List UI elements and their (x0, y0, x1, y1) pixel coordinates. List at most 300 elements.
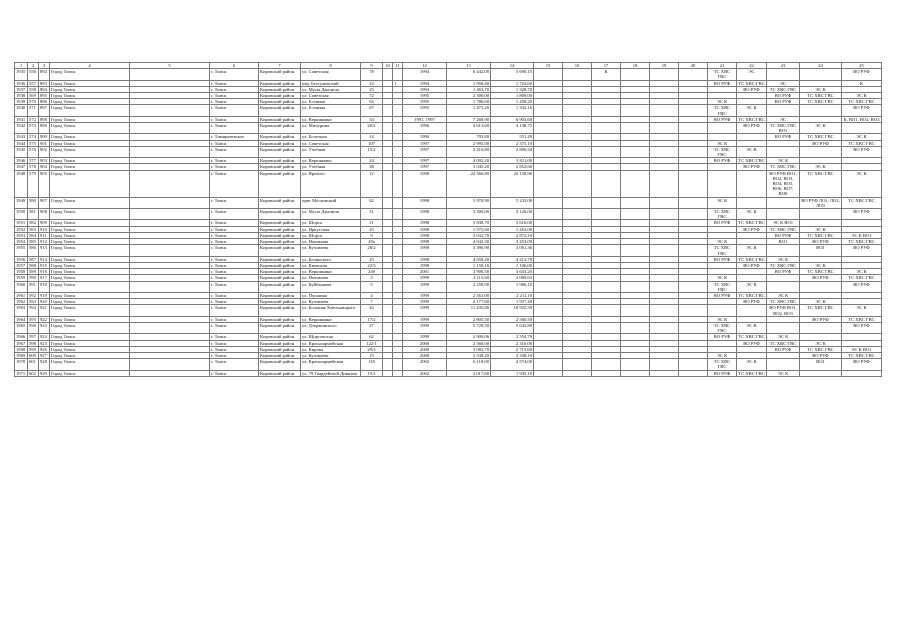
cell-col-6: г. Томск (210, 86, 259, 92)
cell-col-22 (737, 170, 767, 197)
cell-col-1: 1949 (15, 197, 28, 208)
cell-col-25: ТС ХВС ГВС (842, 140, 882, 146)
cell-col-15 (534, 146, 563, 157)
cell-col-12: 1998 (403, 256, 447, 262)
cell-col-25: ЭС К (842, 93, 882, 99)
cell-col-1: 1955 (15, 245, 28, 256)
cell-col-6: г. Томск (210, 262, 259, 268)
cell-col-23: ВО РУФ (767, 134, 800, 140)
cell-col-3: 928 (39, 359, 50, 370)
cell-col-7: Кировский район (259, 239, 301, 245)
cell-col-12: 1994 (403, 86, 447, 92)
cell-col-3: 920 (39, 299, 50, 305)
cell-col-12: 1997 (403, 164, 447, 170)
cell-col-13: 1 575,60 (447, 226, 491, 232)
cell-col-2: 572 (28, 116, 39, 122)
cell-col-8: ул. Киевская (301, 262, 361, 268)
cell-col-1: 1966 (15, 334, 28, 340)
cell-col-24: ТС ХВС ГВС (800, 134, 842, 140)
table-row (15, 281, 882, 292)
cell-col-1: 1942 (15, 123, 28, 134)
cell-col-14: 1 452,00 (491, 226, 534, 232)
table-row (15, 146, 882, 157)
cell-col-9: 11 (361, 220, 383, 226)
table-row (15, 209, 882, 220)
cell-col-11 (393, 146, 403, 157)
column-number-11: 11 (393, 63, 403, 69)
cell-col-8: ул. Советская (301, 140, 361, 146)
cell-col-6: г. Томск (210, 232, 259, 238)
cell-col-22: ВО РУФ (737, 340, 767, 346)
cell-col-1: 1953 (15, 232, 28, 238)
cell-col-21: ТС ХВС ГВС (708, 245, 737, 256)
column-number-17: 17 (592, 63, 621, 69)
cell-col-2: 596 (28, 322, 39, 333)
cell-col-5 (130, 359, 210, 370)
cell-col-10 (383, 370, 393, 376)
cell-col-5 (130, 209, 210, 220)
cell-col-13: 6 442,00 (447, 69, 491, 80)
cell-col-5 (130, 197, 210, 208)
cell-col-24: ЭС К (800, 262, 842, 268)
cell-col-24: ЭС К (800, 164, 842, 170)
cell-col-24: ВО РУФ ЛО1, ЛО2, ЛО3 (801, 197, 840, 208)
cell-col-13: 5 978,90 (447, 197, 491, 208)
cell-col-8: ул. Красноармейская (301, 340, 361, 346)
cell-col-2: 573 (28, 123, 39, 134)
cell-col-25: ЭС К (842, 134, 882, 140)
cell-col-4: Город Томск (50, 346, 130, 352)
cell-col-24 (800, 322, 842, 333)
cell-col-18 (621, 359, 650, 370)
cell-col-5 (130, 322, 210, 333)
cell-col-13: 1 473,20 (447, 105, 491, 116)
cell-col-13: 2 560,00 (447, 340, 491, 346)
cell-col-6: г. Томск (210, 93, 259, 99)
cell-col-1: 1958 (15, 269, 28, 275)
column-number-16: 16 (563, 63, 592, 69)
cell-col-1: 1954 (15, 239, 28, 245)
cell-col-1: 1952 (15, 226, 28, 232)
cell-col-14: 3 643,20 (491, 269, 534, 275)
cell-col-4: Город Томск (50, 262, 130, 268)
cell-col-21: ЭС К (708, 140, 737, 146)
cell-col-25: ВО РУФ (842, 146, 882, 157)
cell-col-25: ТС ХВС ГВС (842, 316, 882, 322)
cell-col-13: 4 042,30 (447, 239, 491, 245)
cell-col-22: ТС ХВС ГВС (738, 80, 765, 86)
cell-col-10 (383, 305, 393, 316)
cell-col-1: 1939 (15, 99, 28, 105)
cell-col-14: 22 138,96 (491, 170, 534, 197)
cell-col-4: Город Томск (50, 316, 130, 322)
cell-col-12: 1999 (403, 275, 447, 281)
cell-col-12: 1999 (403, 305, 447, 316)
cell-col-18 (621, 281, 650, 292)
cell-col-21: ВО РУФ (708, 116, 737, 122)
cell-col-22: ТС ХВС ГВС (738, 116, 765, 122)
cell-col-6: г. Томск (210, 340, 259, 346)
cell-col-11 (393, 322, 403, 333)
cell-col-24: ЭС К (800, 226, 842, 232)
cell-col-7: Кировский район (259, 245, 301, 256)
cell-col-3: 899 (39, 123, 50, 134)
cell-col-14: 2 872,10 (491, 232, 534, 238)
cell-col-4: Город Томск (50, 99, 130, 105)
cell-col-2: 599 (28, 346, 39, 352)
cell-col-5 (130, 105, 210, 116)
cell-col-12: 1995 (403, 99, 447, 105)
cell-col-9: 78 (361, 69, 383, 80)
cell-col-23: ВО РУФ ВО1, ВО2, ВО3, ВО4, ВО5, ВО6, ВО7, ВО8 (767, 170, 800, 197)
cell-col-14: 3 453,00 (491, 239, 534, 245)
cell-col-17 (592, 123, 621, 134)
cell-col-3: 901 (39, 140, 50, 146)
cell-col-21: ТС ХВС ГВС (708, 359, 737, 370)
cell-col-7: Кировский район (259, 93, 301, 99)
cell-col-13: 2 017,60 (447, 370, 491, 376)
cell-col-18 (621, 209, 650, 220)
table-row (15, 322, 882, 333)
cell-col-14: 1 106,00 (491, 262, 534, 268)
cell-col-21: ВО РУФ (708, 158, 737, 164)
cell-col-18 (621, 197, 650, 208)
cell-col-1: 1935 (15, 69, 28, 80)
cell-col-9: 63 (361, 99, 383, 105)
cell-col-5 (130, 370, 210, 376)
cell-col-14: 5 616,00 (491, 220, 534, 226)
cell-col-13: 3 216,80 (447, 146, 491, 157)
cell-col-1: 1968 (15, 346, 28, 352)
cell-col-21: ВО РУФ (708, 80, 737, 86)
cell-col-2: 595 (28, 316, 39, 322)
cell-col-24 (800, 370, 842, 376)
cell-col-1: 1962 (15, 299, 28, 305)
cell-col-12: 2000 (403, 340, 447, 346)
cell-col-13: 2 561,00 (447, 292, 491, 298)
cell-col-3: 905 (39, 170, 50, 197)
cell-col-12: 1997 (403, 140, 447, 146)
cell-col-9: 62 (361, 334, 383, 340)
cell-col-15 (534, 359, 563, 370)
cell-col-12: 1998 (403, 220, 447, 226)
cell-col-6: г. Тимирязевское (210, 134, 259, 140)
cell-col-1: 1961 (15, 292, 28, 298)
cell-col-2: 602 (28, 370, 39, 376)
cell-col-2: 571 (28, 105, 39, 116)
cell-col-4: Город Томск (50, 299, 130, 305)
cell-col-23 (767, 209, 800, 220)
cell-col-11 (393, 170, 403, 197)
cell-col-20 (679, 281, 708, 292)
cell-col-1: 1945 (15, 146, 28, 157)
cell-col-11 (393, 305, 403, 316)
cell-col-8: ул. Кузовлева (301, 299, 361, 305)
column-number-23: 23 (767, 63, 800, 69)
cell-col-4: Город Томск (50, 352, 130, 358)
cell-col-17 (592, 359, 621, 370)
cell-col-3: 894 (39, 86, 50, 92)
cell-col-9: 5 (361, 281, 383, 292)
cell-col-10 (383, 322, 393, 333)
cell-col-21: ЭС К (708, 352, 737, 358)
column-number-20: 20 (679, 63, 708, 69)
cell-col-8: ул. Вершинина (301, 158, 361, 164)
cell-col-14: 10 925,59 (491, 305, 534, 316)
cell-col-12: 1999 (403, 316, 447, 322)
cell-col-7: Кировский район (259, 209, 301, 220)
cell-col-14: 1 328,70 (491, 86, 534, 92)
cell-col-2: 578 (28, 164, 39, 170)
cell-col-21: ВО РУФ (708, 292, 737, 298)
cell-col-7: Кировский район (259, 305, 301, 316)
column-number-5: 5 (130, 63, 210, 69)
cell-col-3: 918 (39, 281, 50, 292)
cell-col-25: ТС ХВС ГВС (842, 239, 882, 245)
cell-col-15 (534, 281, 563, 292)
cell-col-12: 1998 (403, 170, 447, 197)
cell-col-22: ЭС К (737, 281, 767, 292)
cell-col-11 (393, 69, 403, 80)
cell-col-9: 122/1 (361, 340, 383, 346)
cell-col-8: ул. Вершинина (301, 269, 361, 275)
cell-col-21: ТС ХВС ГВС (708, 281, 737, 292)
cell-col-12: 1999 (403, 299, 447, 305)
cell-col-17 (592, 245, 621, 256)
cell-col-8: ул. Есенина (301, 105, 361, 116)
cell-col-3: 910 (39, 226, 50, 232)
cell-col-2: 569 (28, 93, 39, 99)
column-number-8: 8 (301, 63, 361, 69)
cell-col-14: 5 233,00 (491, 197, 534, 208)
cell-col-6: г. Томск (210, 170, 259, 197)
cell-col-23: ЭС К (767, 256, 800, 262)
cell-col-23: ЭС К (767, 158, 800, 164)
cell-col-13: 7 268,90 (447, 116, 491, 122)
table-row (15, 197, 882, 208)
cell-col-14: 5 642,80 (491, 322, 534, 333)
cell-col-3: 915 (39, 262, 50, 268)
cell-col-6: г. Томск (210, 146, 259, 157)
cell-col-19 (650, 146, 679, 157)
cell-col-15 (534, 209, 563, 220)
column-number-10: 10 (383, 63, 393, 69)
cell-col-6: г. Томск (210, 69, 259, 80)
cell-col-13: 5 838,70 (447, 220, 491, 226)
cell-col-4: Город Томск (50, 197, 130, 208)
cell-col-12: 2001 (403, 269, 447, 275)
cell-col-7: Кировский район (259, 220, 301, 226)
cell-col-14: 4 574,00 (491, 359, 534, 370)
cell-col-6: г. Томск (210, 346, 259, 352)
cell-col-21 (708, 170, 737, 197)
cell-col-22: ВО РУФ (737, 86, 767, 92)
cell-col-22: ТС ХВС ГВС (738, 256, 765, 262)
cell-col-25: ЭС К (842, 170, 882, 197)
cell-col-2: 598 (28, 340, 39, 346)
cell-col-22: ВО РУФ (737, 299, 767, 305)
cell-col-15 (534, 69, 563, 80)
cell-col-14: 4 213,78 (491, 256, 534, 262)
table-row (15, 370, 882, 376)
cell-col-5 (130, 170, 210, 197)
cell-col-8: ул. Иркутская (301, 226, 361, 232)
cell-col-17 (592, 209, 621, 220)
cell-col-1: 1951 (15, 220, 28, 226)
cell-col-9: 4 (361, 292, 383, 298)
cell-col-17 (592, 281, 621, 292)
cell-col-9: 54 (361, 116, 383, 122)
cell-col-23: ВО1 (767, 239, 800, 245)
cell-col-16 (563, 370, 592, 376)
cell-col-6: г. Томск (210, 359, 259, 370)
cell-col-25: ТС ХВС ГВС (842, 352, 882, 358)
cell-col-6: г. Томск (210, 99, 259, 105)
cell-col-23: ЭС (767, 116, 800, 122)
cell-col-7: Кировский район (259, 322, 301, 333)
cell-col-3: 929 (39, 370, 50, 376)
cell-col-4: Город Томск (50, 245, 130, 256)
cell-col-4: Город Томск (50, 305, 130, 316)
cell-col-13: 793,80 (447, 134, 491, 140)
cell-col-9: 42 (361, 305, 383, 316)
cell-col-7: Кировский район (259, 69, 301, 80)
cell-col-6: г. Томск (210, 140, 259, 146)
cell-col-7: Кировский район (259, 281, 301, 292)
cell-col-17 (592, 305, 621, 316)
cell-col-4: Город Томск (50, 105, 130, 116)
cell-col-7: Кировский район (259, 80, 301, 86)
cell-col-8: ул. Шорса (301, 232, 361, 238)
cell-col-8: ул. Щорсовская (301, 334, 361, 340)
cell-col-4: Город Томск (50, 80, 130, 86)
cell-col-21 (708, 123, 737, 134)
cell-col-3: 895 (39, 93, 50, 99)
cell-col-12: 1997 (403, 158, 447, 164)
cell-col-2: 577 (28, 158, 39, 164)
cell-col-22 (737, 197, 767, 208)
cell-col-7: Кировский район (259, 105, 301, 116)
cell-col-13: 3 538,20 (447, 352, 491, 358)
cell-col-3: 902 (39, 146, 50, 157)
cell-col-1: 1947 (15, 164, 28, 170)
cell-col-13: 3 900,50 (447, 269, 491, 275)
cell-col-4: Город Томск (50, 93, 130, 99)
cell-col-12: 1998 (403, 226, 447, 232)
cell-col-6: г. Томск (210, 322, 259, 333)
cell-col-8: ул. Советская (301, 69, 361, 80)
cell-col-22: ВО РУФ (737, 123, 767, 134)
cell-col-7: Кировский район (259, 275, 301, 281)
cell-col-8: ул. Большая Хмельницкого (301, 305, 361, 316)
cell-col-7: Кировский район (259, 99, 301, 105)
cell-col-7: Кировский район (259, 334, 301, 340)
cell-col-1: 1956 (15, 256, 28, 262)
register-table (14, 62, 882, 377)
cell-col-13: 3 300,00 (447, 209, 491, 220)
cell-col-2: 581 (28, 209, 39, 220)
cell-col-1: 1959 (15, 275, 28, 281)
cell-col-25: ВО РУФ (842, 322, 882, 333)
cell-col-14: 3 061,36 (491, 245, 534, 256)
cell-col-20 (679, 322, 708, 333)
cell-col-3: 927 (39, 352, 50, 358)
cell-col-24: ЭС К (800, 340, 842, 346)
cell-col-22: ЭС К (737, 209, 767, 220)
column-number-6: 6 (210, 63, 259, 69)
cell-col-22: ЭС К (737, 146, 767, 157)
cell-col-12: 1999 (403, 292, 447, 298)
cell-col-7: Кировский район (259, 123, 301, 134)
cell-col-25: ТС ХВС ГВС (842, 99, 882, 105)
cell-col-13: 1 158,16 (447, 262, 491, 268)
cell-col-2: 556 (28, 69, 39, 80)
cell-col-23 (767, 281, 800, 292)
column-number-2: 2 (28, 63, 39, 69)
cell-col-1: 1937 (15, 86, 28, 92)
cell-col-9: 67 (361, 105, 383, 116)
cell-col-24: ТС ХВС ГВС (800, 99, 842, 105)
cell-col-2: 576 (28, 146, 39, 157)
cell-col-13: 4 092,20 (447, 158, 491, 164)
cell-col-25: ЭС К ВО1 (842, 346, 882, 352)
cell-col-23: ВО РУФ (767, 269, 800, 275)
cell-col-11 (393, 245, 403, 256)
cell-col-5 (130, 245, 210, 256)
cell-col-25 (842, 123, 882, 134)
cell-col-24: ЭС К (800, 299, 842, 305)
cell-col-14: 1 809,00 (491, 93, 534, 99)
cell-col-9: 72 (361, 93, 383, 99)
cell-col-11 (393, 370, 403, 376)
cell-col-24: ТС ХВС ГВС (800, 170, 842, 197)
cell-col-25: ВО РУФ (842, 245, 882, 256)
cell-col-14: 2 852,60 (491, 164, 534, 170)
cell-col-21: ЭС К (708, 197, 737, 208)
cell-col-15 (534, 245, 563, 256)
cell-col-9: 14 (361, 134, 383, 140)
cell-col-3: 909 (39, 220, 50, 226)
cell-col-2: 601 (28, 359, 39, 370)
cell-col-14: 5 690,15 (491, 69, 534, 80)
cell-col-23: ЭС К ВО1 (767, 220, 800, 226)
cell-col-13: 1 958,40 (447, 80, 491, 86)
cell-col-4: Город Томск (50, 322, 130, 333)
cell-col-4: Город Томск (50, 226, 130, 232)
cell-col-8: ул. Красноармейская (301, 359, 361, 370)
cell-col-7: Кировский район (259, 116, 301, 122)
cell-col-11 (393, 105, 403, 116)
cell-col-16 (563, 359, 592, 370)
cell-col-10 (383, 170, 393, 197)
cell-col-4: Город Томск (50, 232, 130, 238)
cell-col-1: 1940 (15, 105, 28, 116)
cell-col-11 (393, 359, 403, 370)
cell-col-12: 1995 (403, 105, 447, 116)
cell-col-8: ул. Пушкина (301, 292, 361, 298)
cell-col-11 (393, 197, 403, 208)
cell-col-19 (650, 105, 679, 116)
column-number-7: 7 (259, 63, 301, 69)
cell-col-1: 1963 (15, 305, 28, 316)
cell-col-1: 1944 (15, 140, 28, 146)
cell-col-14: 1 724,60 (491, 80, 534, 86)
cell-col-14: 3 126,00 (491, 209, 534, 220)
cell-col-23 (767, 359, 800, 370)
cell-col-23: ТС ХВС ГВС (767, 164, 800, 170)
cell-col-3: 914 (39, 256, 50, 262)
cell-col-9: 24 (361, 158, 383, 164)
